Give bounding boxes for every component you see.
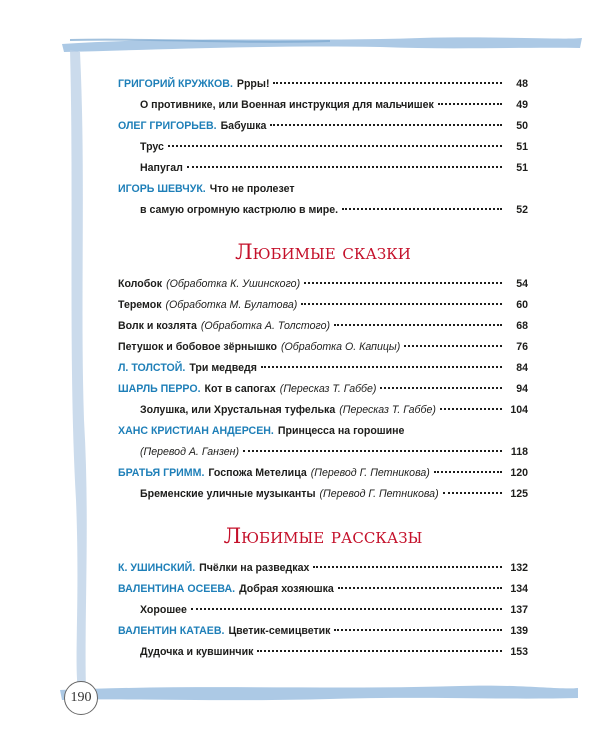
toc-entry-title: Хорошее — [140, 604, 187, 616]
dot-leader — [380, 387, 502, 389]
toc-entry-author: ВАЛЕНТИНА ОСЕЕВА. — [118, 583, 236, 595]
dot-leader — [273, 82, 502, 84]
toc-entry-page: 94 — [516, 383, 528, 395]
toc-entry-title: Бременские уличные музыканты — [140, 488, 316, 500]
section-heading-stories: Любимые рассказы — [223, 524, 423, 548]
toc-entry-title: Три медведя — [189, 362, 257, 374]
toc-entry-note: (Пересказ Т. Габбе) — [339, 404, 436, 416]
toc-entry — [140, 600, 528, 620]
toc-entry-title: О противнике, или Военная инструкция для мальчишек — [140, 99, 434, 111]
dot-leader — [440, 408, 502, 410]
toc-entry — [140, 137, 528, 157]
toc-entry-page: 120 — [510, 467, 528, 479]
toc-entry-page: 51 — [516, 162, 528, 174]
toc-entry — [118, 179, 528, 199]
toc-entry-page: 104 — [510, 404, 528, 416]
dot-leader — [334, 629, 502, 631]
toc-entry-author: К. УШИНСКИЙ. — [118, 562, 196, 574]
dot-leader — [187, 166, 502, 168]
toc-entry-page: 76 — [516, 341, 528, 353]
toc-entry-page: 54 — [516, 278, 528, 290]
toc-entry — [118, 316, 528, 336]
section-heading-fairy-tales: Любимые сказки — [235, 240, 411, 264]
toc-entry-page: 139 — [510, 625, 528, 637]
toc-entry-title: Волк и козлята — [118, 320, 197, 332]
toc-entry-page: 125 — [510, 488, 528, 500]
dot-leader — [168, 145, 502, 147]
toc-entry-title: Кот в сапогах — [204, 383, 276, 395]
toc-entry-page: 68 — [516, 320, 528, 332]
toc-entry-title: Что не пролезет — [209, 183, 295, 195]
toc-entry — [118, 463, 528, 483]
toc-entry — [118, 295, 528, 315]
toc-entry-note: (Обработка М. Булатова) — [165, 299, 298, 311]
toc-entry — [118, 358, 528, 378]
toc-entry-author: ОЛЕГ ГРИГОРЬЕВ. — [118, 120, 217, 132]
toc-entry-page: 49 — [516, 99, 528, 111]
toc-entry-page: 132 — [510, 562, 528, 574]
toc-entry-author: ГРИГОРИЙ КРУЖКОВ. — [118, 78, 233, 90]
toc-entry-author: ВАЛЕНТИН КАТАЕВ. — [118, 625, 225, 637]
toc-entry-page: 50 — [516, 120, 528, 132]
toc-entry-page: 137 — [510, 604, 528, 616]
toc-entry-title: Трус — [140, 141, 164, 153]
toc-entry-title: Принцесса на горошине — [277, 425, 405, 437]
dot-leader — [257, 650, 502, 652]
toc-entry — [140, 400, 528, 420]
dot-leader — [434, 471, 502, 473]
toc-entry-title: Пчёлки на разведках — [199, 562, 310, 574]
toc-entry-note: (Обработка К. Ушинского) — [166, 278, 301, 290]
dot-leader — [404, 345, 502, 347]
toc-entry — [118, 579, 528, 599]
dot-leader — [243, 450, 502, 452]
toc-entry-page: 118 — [510, 446, 528, 458]
toc-entry-author: ШАРЛЬ ПЕРРО. — [118, 383, 201, 395]
toc-entry — [118, 274, 528, 294]
toc-entry-title: Бабушка — [220, 120, 267, 132]
dot-leader — [438, 103, 502, 105]
dot-leader — [443, 492, 502, 494]
toc-entry-title: Теремок — [118, 299, 162, 311]
toc-entry-note: (Перевод Г. Петникова) — [310, 467, 430, 479]
toc-entry — [118, 621, 528, 641]
toc-entry — [118, 74, 528, 94]
toc-entry — [140, 158, 528, 178]
dot-leader — [342, 208, 502, 210]
toc-entry-title: Напугал — [140, 162, 183, 174]
toc-entry — [140, 95, 528, 115]
toc-entry-page: 153 — [510, 646, 528, 658]
toc-entry — [118, 558, 528, 578]
toc-entry-note: (Обработка А. Толстого) — [200, 320, 331, 332]
toc-entry-title: Дудочка и кувшинчик — [140, 646, 254, 658]
toc-entry-page: 60 — [516, 299, 528, 311]
page-number: 190 — [64, 681, 98, 715]
toc-entry — [140, 200, 528, 220]
toc-entry-author: БРАТЬЯ ГРИММ. — [118, 467, 205, 479]
toc-entry-author: Л. ТОЛСТОЙ. — [118, 362, 186, 374]
toc-entry-note: (Обработка О. Капицы) — [280, 341, 401, 353]
dot-leader — [338, 587, 502, 589]
toc-entry — [118, 379, 528, 399]
toc-entry-title: Колобок — [118, 278, 163, 290]
toc-entry — [118, 421, 528, 441]
toc-entry-page: 48 — [516, 78, 528, 90]
toc-entry-author: ИГОРЬ ШЕВЧУК. — [118, 183, 206, 195]
toc-entry — [140, 442, 528, 462]
toc-entry-note: (Перевод Г. Петникова) — [319, 488, 439, 500]
toc-entry-title: Цветик-семицветик — [228, 625, 331, 637]
toc-entry — [140, 642, 528, 662]
toc-entry-title: Госпожа Метелица — [208, 467, 307, 479]
toc-entry — [118, 116, 528, 136]
toc-entry — [118, 337, 528, 357]
toc-entry-title: Ррры! — [236, 78, 270, 90]
toc-entry-page: 84 — [516, 362, 528, 374]
toc-entry-author: ХАНС КРИСТИАН АНДЕРСЕН. — [118, 425, 274, 437]
toc-entry-page: 52 — [516, 204, 528, 216]
toc-entry-page: 51 — [516, 141, 528, 153]
toc-entry-title: Петушок и бобовое зёрнышко — [118, 341, 277, 353]
dot-leader — [334, 324, 502, 326]
toc-entry-title: Добрая хозяюшка — [239, 583, 334, 595]
dot-leader — [313, 566, 502, 568]
toc-entry-note: (Пересказ Т. Габбе) — [279, 383, 377, 395]
toc-entry-page: 134 — [510, 583, 528, 595]
toc-entry-title: Золушка, или Хрустальная туфелька — [140, 404, 336, 416]
dot-leader — [304, 282, 502, 284]
dot-leader — [301, 303, 502, 305]
toc-entry-note: (Перевод А. Ганзен) — [140, 446, 240, 458]
dot-leader — [270, 124, 502, 126]
dot-leader — [191, 608, 502, 610]
toc-entry-title: в самую огромную кастрюлю в мире. — [140, 204, 339, 216]
dot-leader — [261, 366, 502, 368]
toc-entry — [140, 484, 528, 504]
